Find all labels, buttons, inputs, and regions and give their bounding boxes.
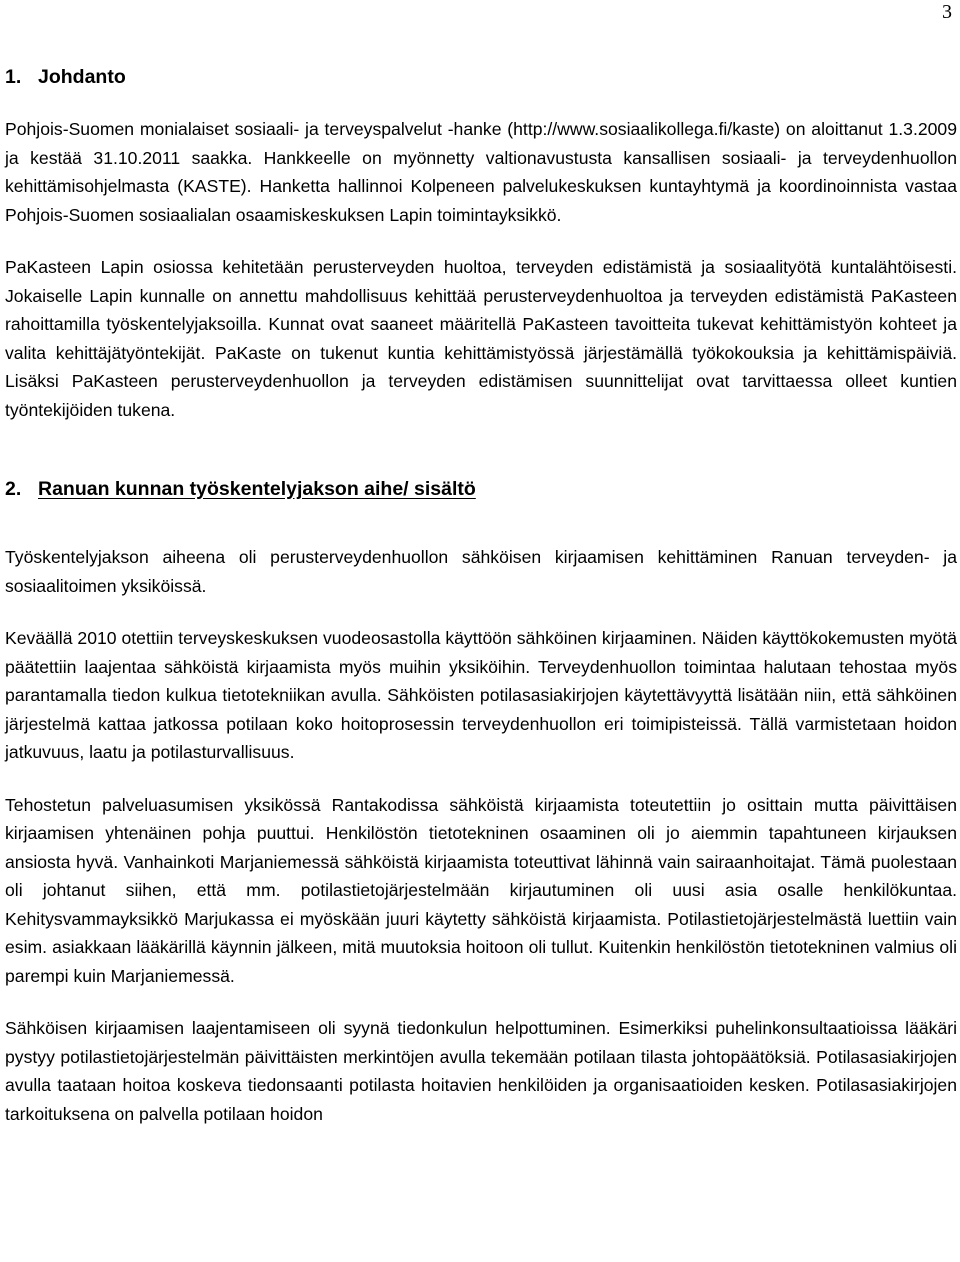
section-title: Ranuan kunnan työskentelyjakson aihe/ sisältö [38,478,476,500]
section-number: 2. [5,478,22,500]
section-heading-introduction [5,62,957,92]
section-heading-ranua-topic [5,474,957,504]
paragraph-spring-2010: Keväällä 2010 otettiin terveyskeskuksen vuodeosastolla käyttöön sähköinen kirjaaminen. Näiden käyttökokemusten myötä päätettiin laajentaa sähköistä kirjaamista myös muihin yksiköihin. Terveydenhuollon toimintaa halutaan tehostaa myös parantamalla tiedon kulkua tietotekniikan avulla. Sähköisten potilasasiakirjojen käytettävyyttä lisätään niin, että sähköinen järjestelmä kattaa jatkossa potilaan koko hoitoprosessin terveydenhuollon eri toimipisteissä. Tällä varmistetaan hoidon jatkuvuus, laatu ja potilasturvallisuus. [5,628,957,762]
paragraph-work-topic: Työskentelyjakson aiheena oli perusterveydenhuollon sähköisen kirjaamisen kehittäminen Ranuan terveyden- ja sosiaalitoimen yksiköissä. [5,547,957,596]
paragraph-information-flow: Sähköisen kirjaamisen laajentamiseen oli syynä tiedonkulun helpottuminen. Esimerkiksi puhelinkonsultaatioissa lääkäri pystyy potilastietojärjestelmän päivittäisten merkintöjen avulla tekemään potilaan tilasta johtopäätöksiä. Potilasasiakirjojen avulla taataan hoitoa koskeva tiedonsaanti potilasta hoitavien henkilöiden ja organisaatioiden kesken. Potilasasiakirjojen tarkoituksena on palvella potilaan hoidon [5,1018,957,1124]
paragraph-rantakoti: Tehostetun palveluasumisen yksikössä Rantakodissa sähköistä kirjaamista toteutettiin jo osittain mutta päivittäisen kirjaamisen yhtenäinen pohja puuttui. Henkilöstön tietotekninen osaaminen oli jo aiemmin tapahtuneen kirjauksen ansiosta hyvä. Vanhainkoti Marjaniemessä sähköistä kirjaamista toteuttivat lähinnä vain sairaanhoitajat. Tämä puolestaan oli johtanut siihen, että mm. potilastietojärjestelmään kirjautuminen oli uusi asia osalle henkilökuntaa. Kehitysvammayksikkö Marjukassa ei myöskään juuri käytetty sähköistä kirjaamista. Potilastietojärjestelmästä luettiin vain esim. asiakkaan lääkärillä käynnin jälkeen, mitä muutoksia hoitoon oli tullut. Kuitenkin henkilöstön tietotekninen valmius oli parempi kuin Marjaniemessä. [5,794,957,986]
document-body [5,62,957,1152]
section-title: Johdanto [38,66,126,88]
paragraph-project-intro: Pohjois-Suomen monialaiset sosiaali- ja terveyspalvelut -hanke (http://www.sosiaalikollega.fi/kaste) on aloittanut 1.3.2009 ja kestää 31.10.2011 saakka. Hankkeelle on myönnetty valtionavustusta kansallisen sosiaali- ja terveydenhuollon kehittämisohjelmasta (KASTE). Hanketta hallinnoi Kolpeneen palvelukeskuksen kuntayhtymä ja koordinoinnista vastaa Pohjois-Suomen sosiaalialan osaamiskeskuksen Lapin toimintayksikkö. [5,119,957,225]
page-number: 3 [942,1,952,23]
section-number: 1. [5,66,22,88]
paragraph-pakaste-lapland: PaKasteen Lapin osiossa kehitetään perusterveyden huoltoa, terveyden edistämistä ja sosiaalityötä kuntalähtöisesti. Jokaiselle Lapin kunnalle on annettu mahdollisuus kehittää perusterveydenhuoltoa ja terveyden edistämistä PaKasteen rahoittamilla työskentelyjaksoilla. Kunnat ovat saaneet määritellä PaKasteen tavoitteita tukevat kehittämistyön kohteet ja valita kehittäjätyöntekijät. PaKaste on tukenut kuntia kehittämistyössä järjestämällä työkokouksia ja kehittämispäiviä. Lisäksi PaKasteen perusterveydenhuollon ja terveyden edistämisen suunnittelijat ovat tarvittaessa olleet kuntien työntekijöiden tukena. [5,257,957,420]
